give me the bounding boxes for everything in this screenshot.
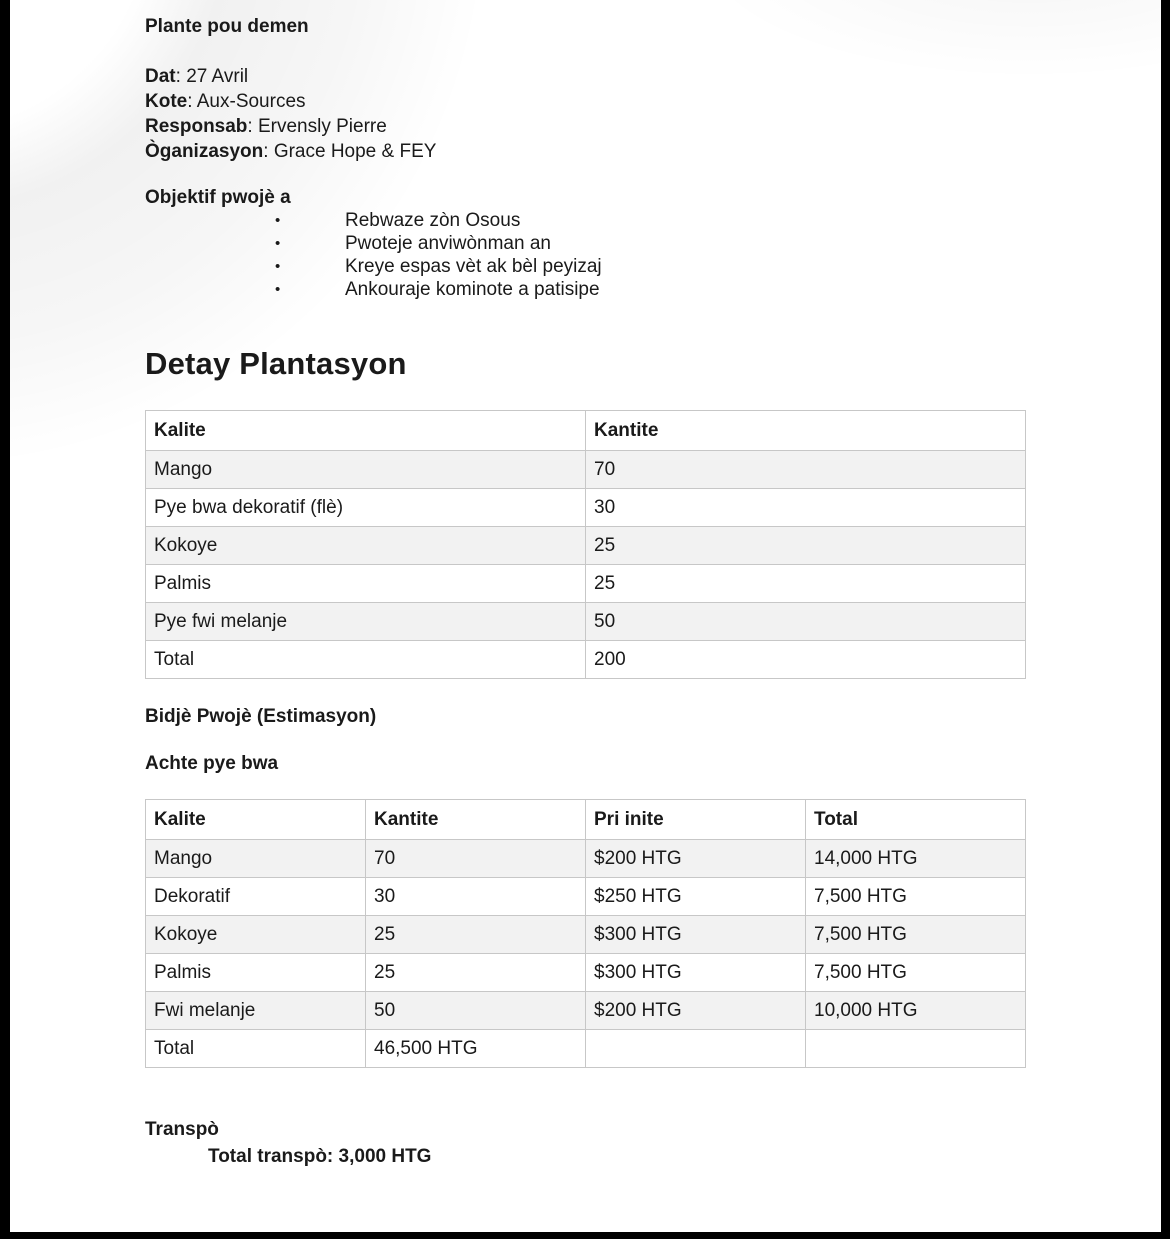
budget-table <box>145 799 1026 1068</box>
meta-label: Dat <box>145 66 176 87</box>
objectives-list <box>145 209 1026 301</box>
objective-text: Kreye espas vèt ak bèl peyizaj <box>345 256 602 277</box>
meta-value: Ervensly Pierre <box>257 116 387 137</box>
header-row <box>146 800 1026 840</box>
table-row <box>146 1030 1026 1068</box>
table-cell: 25 <box>586 565 1026 603</box>
table-cell <box>806 1030 1026 1068</box>
table-cell: 50 <box>366 992 586 1030</box>
meta-separator: : <box>247 116 258 137</box>
table-cell: $200 HTG <box>586 840 806 878</box>
meta-label: Òganizasyon <box>145 141 264 162</box>
table-cell: Palmis <box>146 954 366 992</box>
table-cell: 46,500 HTG <box>366 1030 586 1068</box>
meta-value: Aux-Sources <box>196 91 306 112</box>
bullet-icon: • <box>275 258 281 275</box>
objective-item <box>145 209 1026 232</box>
plantation-table <box>145 410 1026 679</box>
table-cell: 30 <box>366 878 586 916</box>
table-row <box>146 603 1026 641</box>
table-cell: Kokoye <box>146 916 366 954</box>
table-cell: $300 HTG <box>586 916 806 954</box>
meta-label: Kote <box>145 91 188 112</box>
meta-line-date <box>145 64 1026 89</box>
column-header: Kalite <box>146 800 366 840</box>
table-cell: 30 <box>586 489 1026 527</box>
header-row <box>146 411 1026 451</box>
table-row <box>146 565 1026 603</box>
table-cell: 14,000 HTG <box>806 840 1026 878</box>
objective-text: Ankouraje kominote a patisipe <box>345 279 600 300</box>
meta-line-location <box>145 89 1026 114</box>
table-cell: 25 <box>366 916 586 954</box>
transport-heading: Transpò <box>145 1119 219 1140</box>
objective-item <box>145 278 1026 301</box>
meta-line-organization <box>145 139 1026 164</box>
column-header: Total <box>806 800 1026 840</box>
table-cell: 25 <box>586 527 1026 565</box>
table-cell: Fwi melanje <box>146 992 366 1030</box>
table-cell: Mango <box>146 840 366 878</box>
column-header: Pri inite <box>586 800 806 840</box>
meta-separator: : <box>263 141 274 162</box>
table-cell: 70 <box>366 840 586 878</box>
table-cell: Pye bwa dekoratif (flè) <box>146 489 586 527</box>
column-header: Kalite <box>146 411 586 451</box>
budget-heading: Bidjè Pwojè (Estimasyon) <box>145 706 377 727</box>
table-cell: 10,000 HTG <box>806 992 1026 1030</box>
table-row <box>146 840 1026 878</box>
transport-block <box>145 1118 1026 1168</box>
table-cell: Total <box>146 641 586 679</box>
meta-label: Responsab <box>145 116 248 137</box>
objective-text: Pwoteje anviwònman an <box>345 233 551 254</box>
table-cell: $250 HTG <box>586 878 806 916</box>
table-cell: Total <box>146 1030 366 1068</box>
table-cell: 7,500 HTG <box>806 878 1026 916</box>
table-cell: 7,500 HTG <box>806 954 1026 992</box>
table-cell: Pye fwi melanje <box>146 603 586 641</box>
table-row <box>146 954 1026 992</box>
objective-item <box>145 255 1026 278</box>
table-row <box>146 641 1026 679</box>
column-header: Kantite <box>586 411 1026 451</box>
meta-value: 27 Avril <box>186 66 249 87</box>
table-cell: 25 <box>366 954 586 992</box>
meta-separator: : <box>187 91 197 112</box>
table-cell: Dekoratif <box>146 878 366 916</box>
bullet-icon: • <box>275 281 281 298</box>
table-row <box>146 878 1026 916</box>
table-cell: $200 HTG <box>586 992 806 1030</box>
transport-total: Total transpò: 3,000 HTG <box>208 1146 432 1167</box>
table-cell: $300 HTG <box>586 954 806 992</box>
meta-value: Grace Hope & FEY <box>273 141 437 162</box>
table-row <box>146 916 1026 954</box>
table-cell: 200 <box>586 641 1026 679</box>
objectives-heading: Objektif pwojè a <box>145 187 291 208</box>
bullet-icon: • <box>275 235 281 252</box>
table-row <box>146 527 1026 565</box>
objective-item <box>145 232 1026 255</box>
objective-text: Rebwaze zòn Osous <box>345 210 521 231</box>
table-cell: 7,500 HTG <box>806 916 1026 954</box>
photo-edge-right <box>1161 0 1170 1239</box>
column-header: Kantite <box>366 800 586 840</box>
table-cell: Mango <box>146 451 586 489</box>
section-heading-plantation-details: Detay Plantasyon <box>145 346 407 381</box>
meta-line-responsible <box>145 114 1026 139</box>
table-cell: 50 <box>586 603 1026 641</box>
bullet-icon: • <box>275 212 281 229</box>
table-cell: Kokoye <box>146 527 586 565</box>
photo-edge-bottom <box>0 1232 1170 1239</box>
table-row <box>146 451 1026 489</box>
meta-block <box>145 64 1026 164</box>
document-title: Plante pou demen <box>145 16 309 37</box>
table-cell: 70 <box>586 451 1026 489</box>
table-cell: Palmis <box>146 565 586 603</box>
table-row <box>146 489 1026 527</box>
purchase-heading: Achte pye bwa <box>145 753 279 774</box>
table-row <box>146 992 1026 1030</box>
meta-separator: : <box>175 66 187 87</box>
table-cell <box>586 1030 806 1068</box>
